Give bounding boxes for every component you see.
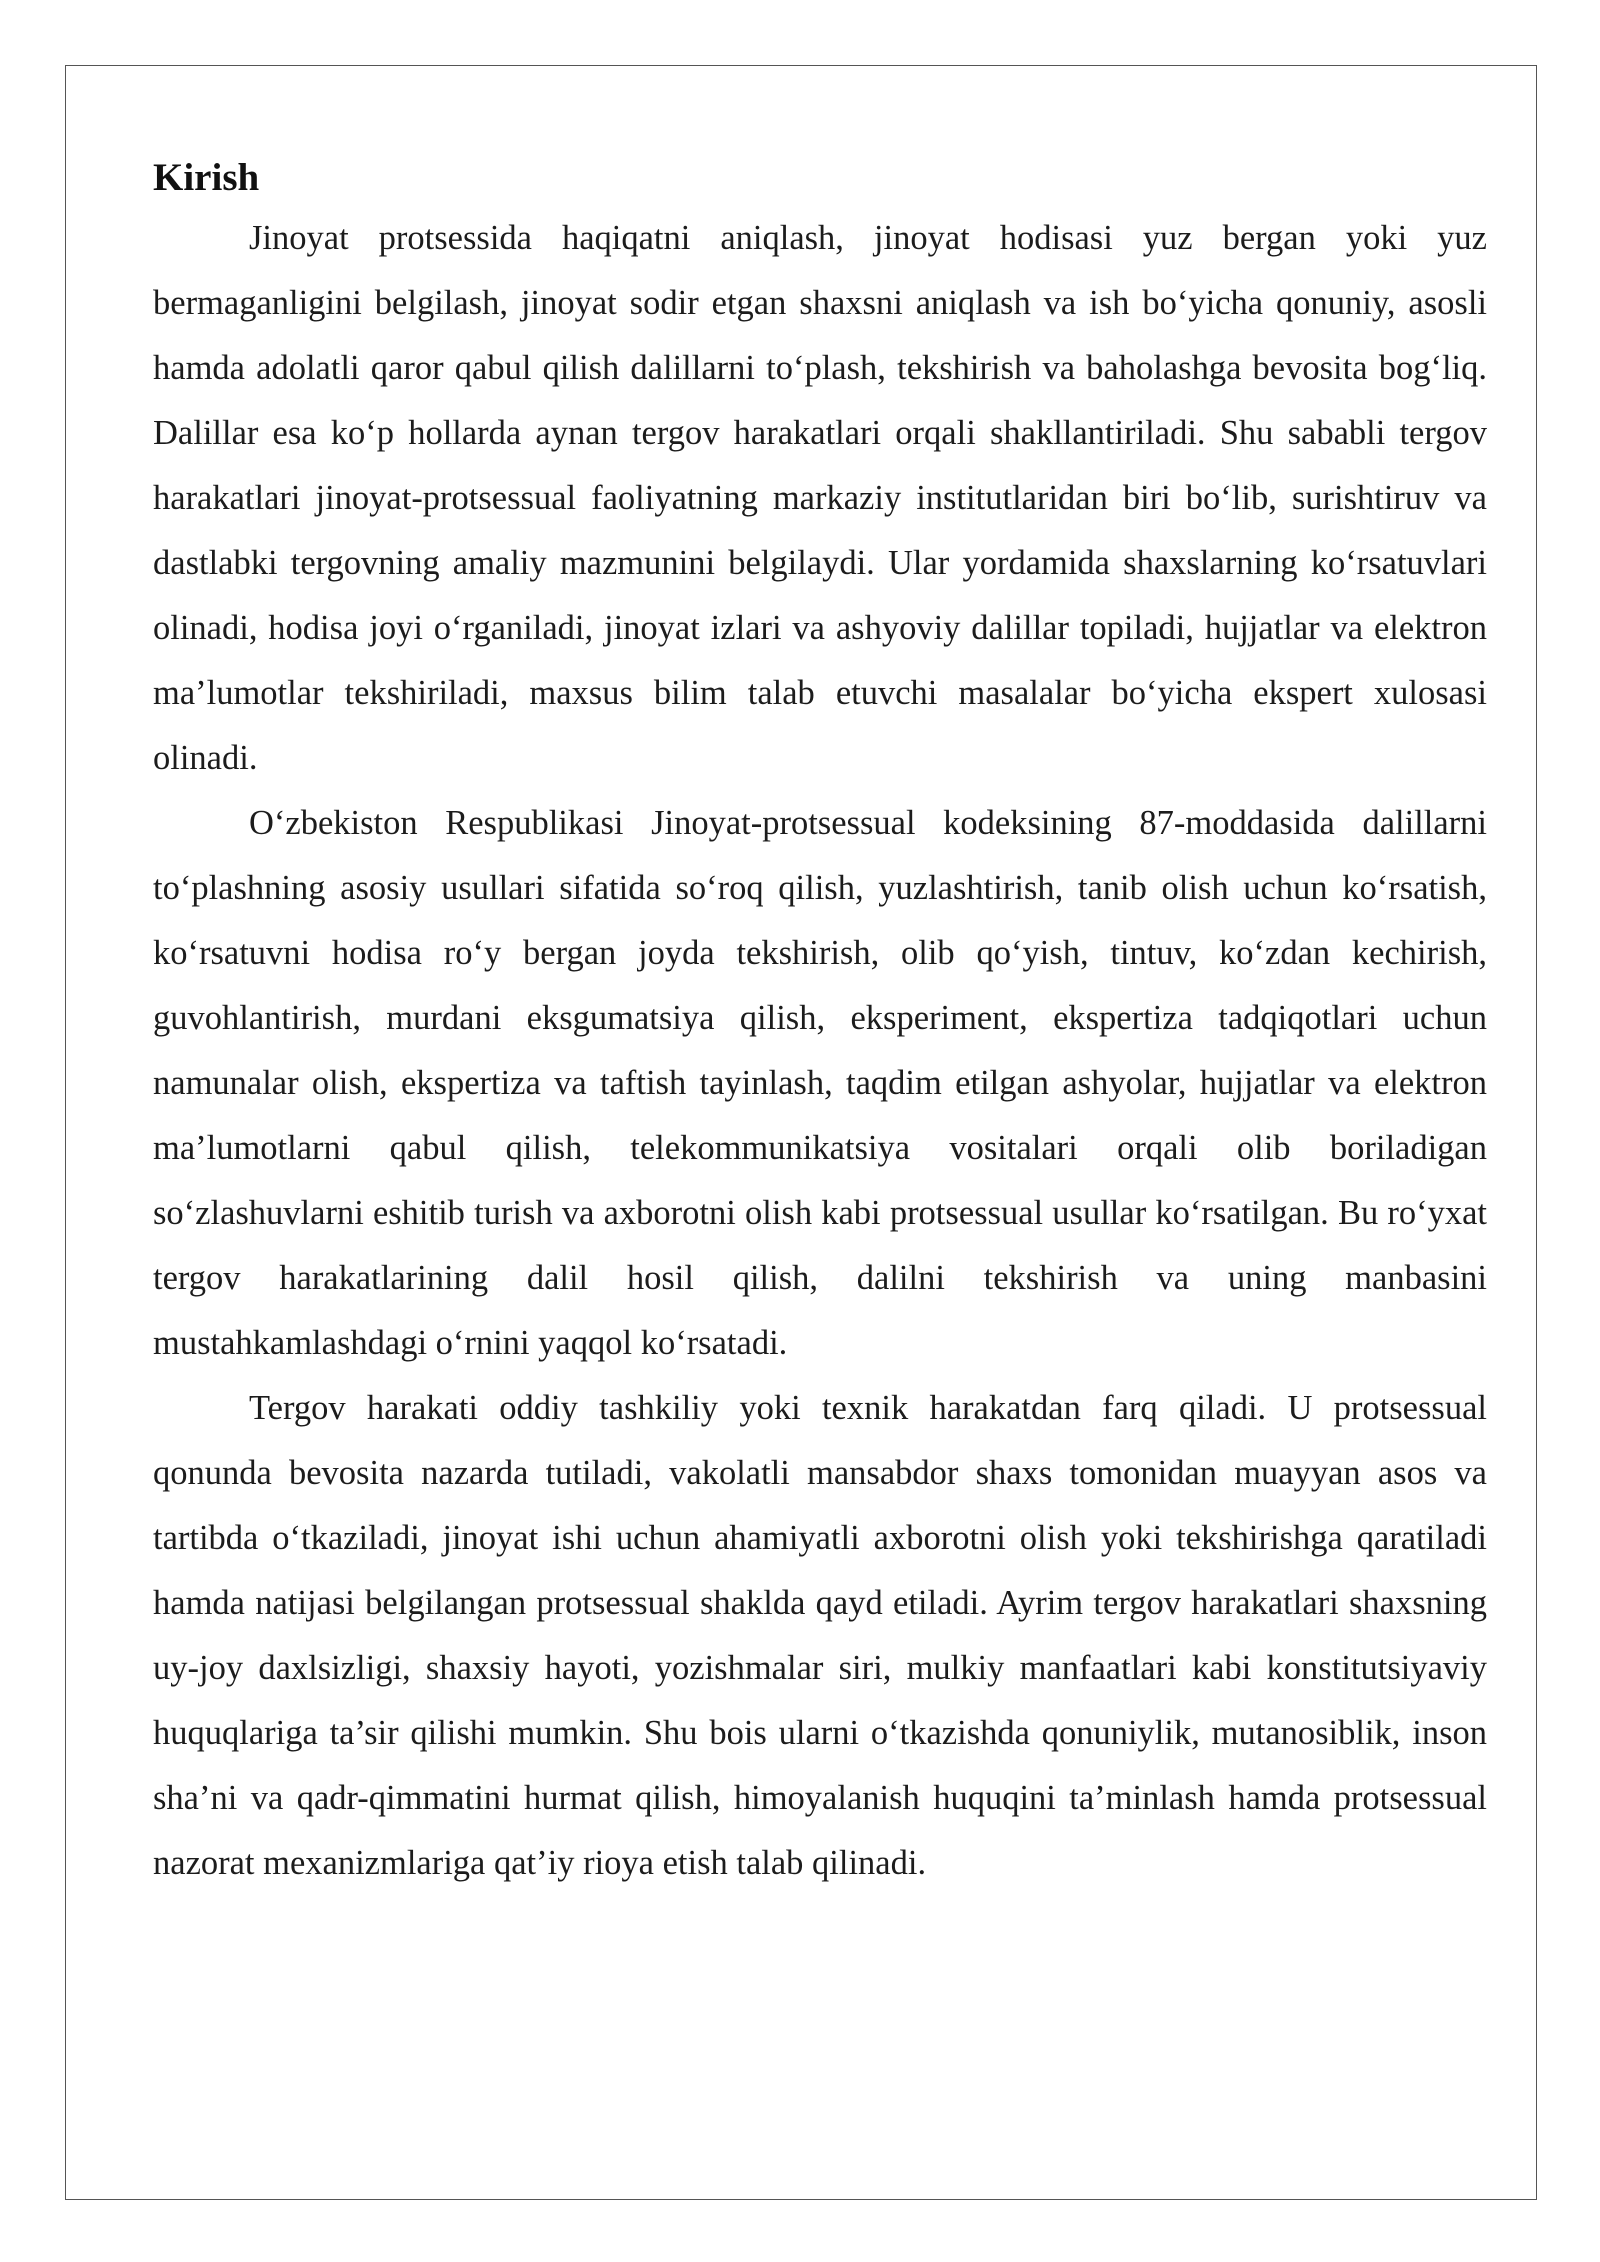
paragraph-2: O‘zbekiston Respublikasi Jinoyat-protsessual kodeksining 87-moddasida dalillarni to‘plashning asosiy usullari sifatida so‘roq qilish, yuzlashtirish, tanib olish uchun ko‘rsatish, ko‘rsatuvni hodisa ro‘y bergan joyda tekshirish, olib qo‘yish, tintuv, ko‘zdan kechirish, guvohlantirish, murdani eksgumatsiya qilish, eksperiment, ekspertiza tadqiqotlari uchun namunalar olish, ekspertiza va taftish tayinlash, taqdim etilgan ashyolar, hujjatlar va elektron ma’lumotlarni qabul qilish, telekommunikatsiya vositalari orqali olib boriladigan so‘zlashuvlarni eshitib turish va axborotni olish kabi protsessual usullar ko‘rsatilgan. Bu ro‘yxat tergov harakatlarining dalil hosil qilish, dalilni tekshirish va uning manbasini mustahkamlashdagi o‘rnini yaqqol ko‘rsatadi. [153, 804, 1487, 1362]
section-heading: Kirish [153, 156, 260, 199]
document-body [153, 150, 1487, 1896]
paragraph-3: Tergov harakati oddiy tashkiliy yoki texnik harakatdan farq qiladi. U protsessual qonunda bevosita nazarda tutiladi, vakolatli mansabdor shaxs tomonidan muayyan asos va tartibda o‘tkaziladi, jinoyat ishi uchun ahamiyatli axborotni olish yoki tekshirishga qaratiladi hamda natijasi belgilangan protsessual shaklda qayd etiladi. Ayrim tergov harakatlari shaxsning uy-joy daxlsizligi, shaxsiy hayoti, yozishmalar siri, mulkiy manfaatlari kabi konstitutsiyaviy huquqlariga ta’sir qilishi mumkin. Shu bois ularni o‘tkazishda qonuniylik, mutanosiblik, inson sha’ni va qadr-qimmatini hurmat qilish, himoyalanish huquqini ta’minlash hamda protsessual nazorat mexanizmlariga qat’iy rioya etish talab qilinadi. [153, 1389, 1487, 1882]
paragraph-1: Jinoyat protsessida haqiqatni aniqlash, jinoyat hodisasi yuz bergan yoki yuz bermaganligini belgilash, jinoyat sodir etgan shaxsni aniqlash va ish bo‘yicha qonuniy, asosli hamda adolatli qaror qabul qilish dalillarni to‘plash, tekshirish va baholashga bevosita bog‘liq. Dalillar esa ko‘p hollarda aynan tergov harakatlari orqali shakllantiriladi. Shu sababli tergov harakatlari jinoyat-protsessual faoliyatning markaziy institutlaridan biri bo‘lib, surishtiruv va dastlabki tergovning amaliy mazmunini belgilaydi. Ular yordamida shaxslarning ko‘rsatuvlari olinadi, hodisa joyi o‘rganiladi, jinoyat izlari va ashyoviy dalillar topiladi, hujjatlar va elektron ma’lumotlar tekshiriladi, maxsus bilim talab etuvchi masalalar bo‘yicha ekspert xulosasi olinadi. [153, 219, 1487, 777]
